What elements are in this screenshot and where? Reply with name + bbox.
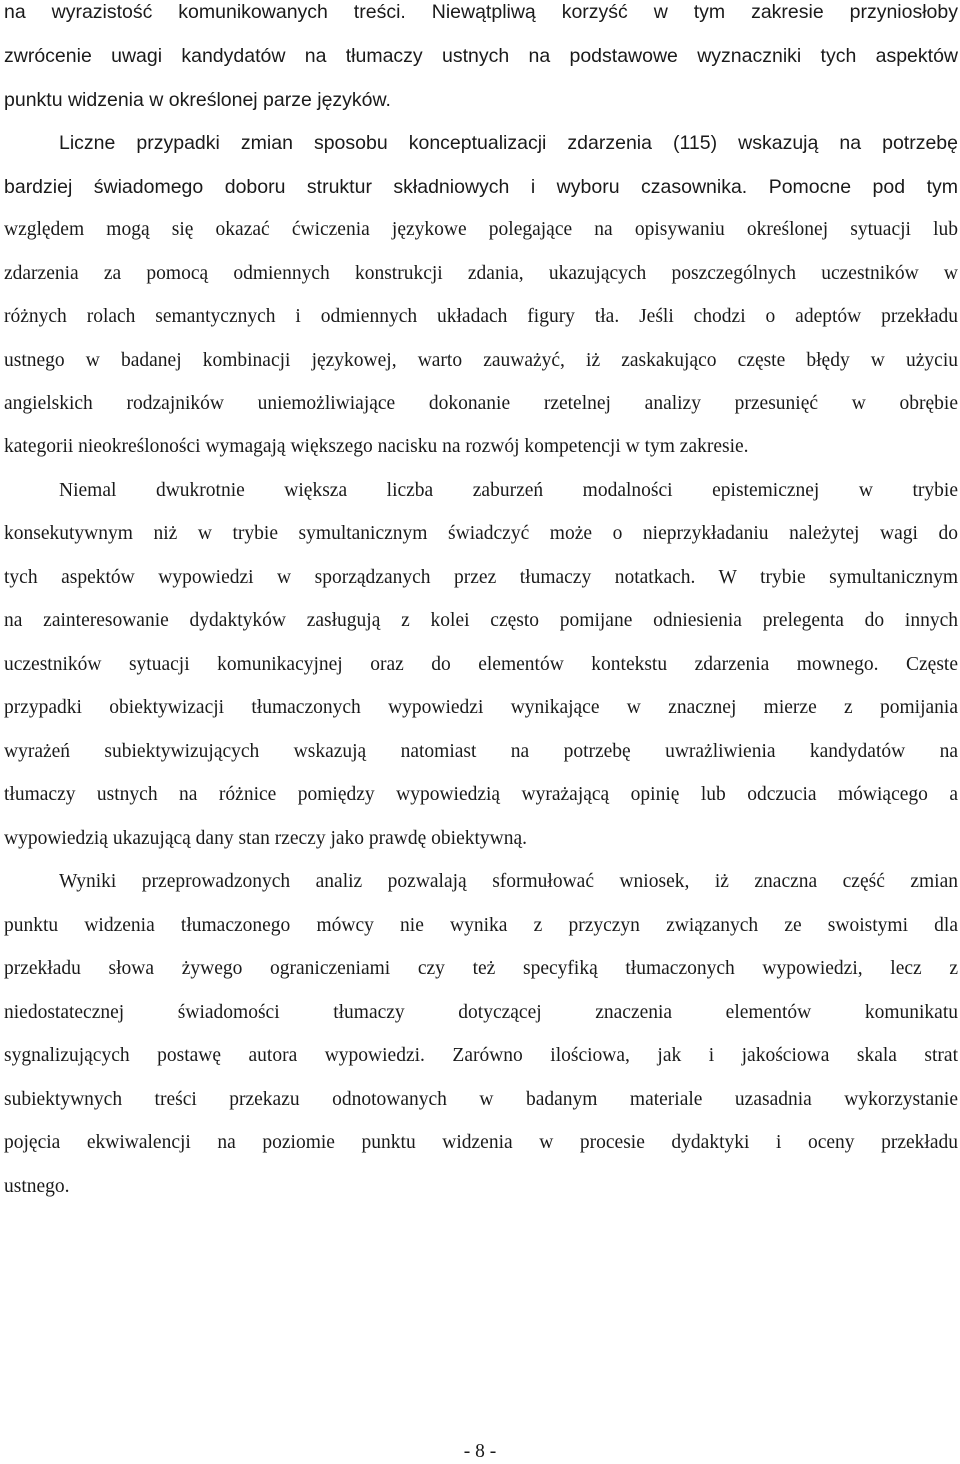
text-line-9: ustnego w badanej kombinacji językowej, warto zauważyć, iż zaskakująco częste błędy w użyciu [4,350,958,371]
text-line-6: względem mogą się okazać ćwiczenia językowe polegające na opisywaniu określonej sytuacji lub [4,219,958,240]
text-line-22: punktu widzenia tłumaczonego mówcy nie wynika z przyczyn związanych ze swoistymi dla [4,915,958,936]
text-line-23: przekładu słowa żywego ograniczeniami czy też specyfiką tłumaczonych wypowiedzi, lecz z [4,958,958,979]
text-line-4: Liczne przypadki zmian sposobu konceptualizacji zdarzenia (115) wskazują na potrzebę [59,132,958,154]
text-line-5: bardziej świadomego doboru struktur składniowych i wyboru czasownika. Pomocne pod tym [4,176,958,198]
text-line-20: wypowiedzią ukazującą dany stan rzeczy jako prawdę obiektywną. [4,828,528,849]
page-number: - 8 - [463,1441,497,1462]
text-line-17: przypadki obiektywizacji tłumaczonych wypowiedzi wynikające w znacznej mierze z pomijania [4,697,958,718]
text-line-10: angielskich rodzajników uniemożliwiające dokonanie rzetelnej analizy przesunięć w obrębie [4,393,958,414]
text-line-18: wyrażeń subiektywizujących wskazują natomiast na potrzebę uwrażliwienia kandydatów na [4,741,958,762]
text-line-11: kategorii nieokreśloności wymagają większego nacisku na rozwój kompetencji w tym zakresie. [4,436,749,457]
text-line-28: ustnego. [4,1176,70,1197]
text-line-8: różnych rolach semantycznych i odmiennych układach figury tła. Jeśli chodzi o adeptów przekładu [4,306,958,327]
text-line-13: konsekutywnym niż w trybie symultanicznym świadczyć może o nieprzykładaniu należytej wagi do [4,523,958,544]
text-line-19: tłumaczy ustnych na różnice pomiędzy wypowiedzią wyrażającą opinię lub odczucia mówiącego a [4,784,958,805]
text-line-27: pojęcia ekwiwalencji na poziomie punktu widzenia w procesie dydaktyki i oceny przekładu [4,1132,958,1153]
text-line-14: tych aspektów wypowiedzi w sporządzanych przez tłumaczy notatkach. W trybie symultanicznym [4,567,958,588]
text-line-12: Niemal dwukrotnie większa liczba zaburzeń modalności epistemicznej w trybie [59,480,958,501]
text-line-15: na zainteresowanie dydaktyków zasługują z kolei często pomijane odniesienia prelegenta do innych [4,610,958,631]
text-line-24: niedostatecznej świadomości tłumaczy dotyczącej znaczenia elementów komunikatu [4,1002,958,1023]
text-line-26: subiektywnych treści przekazu odnotowanych w badanym materiale uzasadnia wykorzystanie [4,1089,958,1110]
text-line-21: Wyniki przeprowadzonych analiz pozwalają sformułować wniosek, iż znaczna część zmian [59,871,958,892]
text-line-25: sygnalizujących postawę autora wypowiedzi. Zarówno ilościowa, jak i jakościowa skala strat [4,1045,958,1066]
text-line-2: zwrócenie uwagi kandydatów na tłumaczy ustnych na podstawowe wyznaczniki tych aspektów [4,45,958,67]
text-line-1: na wyrazistość komunikowanych treści. Niewątpliwą korzyść w tym zakresie przyniosłoby [4,1,958,23]
text-line-3: punktu widzenia w określonej parze języków. [4,89,391,111]
text-line-16: uczestników sytuacji komunikacyjnej oraz do elementów kontekstu zdarzenia mownego. Częste [4,654,958,675]
text-line-7: zdarzenia za pomocą odmiennych konstrukcji zdania, ukazujących poszczególnych uczestników w [4,263,958,284]
